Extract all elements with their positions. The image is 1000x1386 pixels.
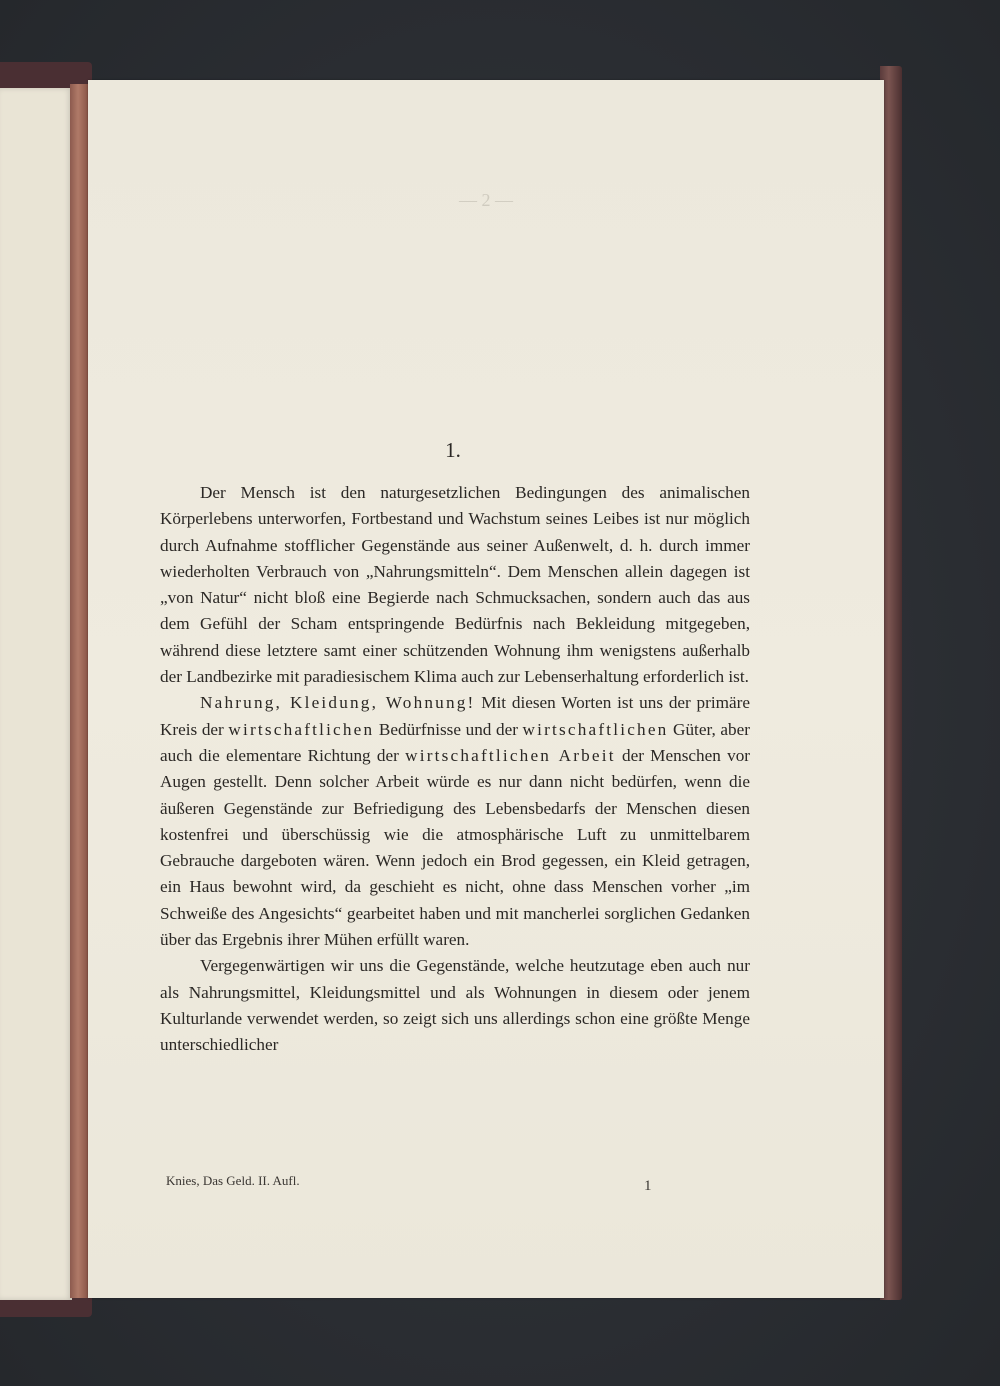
page-number-top: — 2 — xyxy=(459,190,513,210)
book-spine-edge xyxy=(70,84,88,1298)
paragraph-2-text-c: Güter, aber auch die elementare Richtung der xyxy=(160,719,750,765)
left-page-edge xyxy=(0,88,72,1300)
paragraph-2 xyxy=(160,690,750,953)
book-page xyxy=(88,80,884,1298)
emphasis-wirtschaftlichen-2: wirtschaftlichen xyxy=(522,719,669,739)
emphasis-wirtschaftlichen-arbeit: wirtschaftlichen Arbeit xyxy=(405,745,616,765)
paragraph-2-text-b: Bedürfnisse und der xyxy=(374,719,523,739)
paragraph-1: Der Mensch ist den naturgesetzlichen Bedingungen des animalischen Körperlebens unterworfen, Fortbestand und Wachstum seines Leibes ist nur möglich durch Aufnahme stofflicher Gegenstände aus seiner Außenwelt, d. h. durch immer wiederholten Verbrauch von „Nahrungsmitteln“. Dem Menschen allein dagegen ist „von Natur“ nicht bloß eine Begierde nach Schmucksachen, sondern auch das aus dem Gefühl der Scham entspringende Bedürfnis nach Bekleidung mitgegeben, während diese letztere samt einer schützenden Wohnung ihm wenigstens außerhalb der Landbezirke mit paradiesischem Klima auch zur Lebenserhaltung erforderlich ist. xyxy=(160,483,750,687)
paragraph-3: Vergegenwärtigen wir uns die Gegenstände, welche heutzutage eben auch nur als Nahrungsmittel, Kleidungsmittel und als Wohnungen in diesem oder jenem Kulturlande verwendet werden, so zeigt sich uns allerdings schon eine größte Menge unterschiedlicher xyxy=(160,956,750,1055)
footer-signature-line: Knies, Das Geld. II. Aufl. xyxy=(166,1173,300,1188)
paragraph-2-text-a: Mit diesen Worten ist uns der primäre Kreis der xyxy=(160,693,750,739)
chapter-heading: 1. xyxy=(445,438,461,462)
emphasis-nahrung-kleidung-wohnung: Nahrung, Kleidung, Wohnung! xyxy=(200,693,476,713)
paragraph-2-text-d: der Menschen vor Augen gestellt. Denn solcher Arbeit würde es nur dann nicht bedürfen, wenn die äußeren Gegenstände zur Befriedigung des Lebensbedarfs der Menschen diesen kostenfrei und überschüssig wie die atmosphärische Luft zu unmittelbarem Gebrauche dargeboten wären. Wenn jedoch ein Brod gegessen, ein Kleid getragen, ein Haus bewohnt wird, da geschieht es nicht, ohne dass Menschen vorher „im Schweiße des Angesichts“ gearbeitet haben und mit mancherlei sorglichen Gedanken über das Ergebnis ihrer Mühen erfüllt waren. xyxy=(160,745,751,950)
page-body xyxy=(160,480,750,1059)
footer-sheet-number: 1 xyxy=(644,1178,652,1194)
emphasis-wirtschaftlichen-1: wirtschaftlichen xyxy=(228,719,375,739)
